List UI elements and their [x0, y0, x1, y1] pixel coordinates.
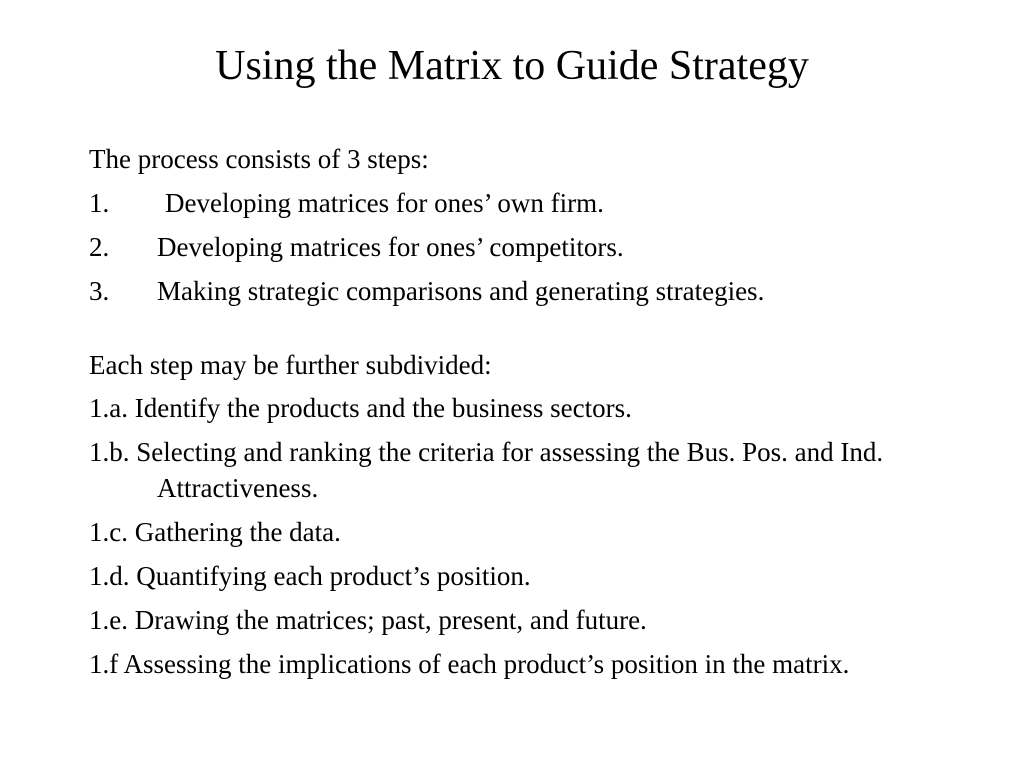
step-number: 1. [89, 188, 110, 218]
step-item [89, 272, 969, 310]
step-text: Making strategic comparisons and generating strategies. [157, 276, 765, 306]
substep-item: 1.b. Selecting and ranking the criteria for assessing the Bus. Pos. and Ind. Attractiveness. [89, 437, 884, 503]
substep-item: 1.c. Gathering the data. [89, 517, 341, 547]
spacer [89, 316, 969, 346]
step-text: Developing matrices for ones’ competitors. [157, 232, 624, 262]
step-item [89, 184, 969, 222]
step-text: Developing matrices for ones’ own firm. [165, 188, 604, 218]
substep-item: 1.a. Identify the products and the business sectors. [89, 393, 632, 423]
substep-item: 1.d. Quantifying each product’s position. [89, 561, 531, 591]
slide-body [89, 140, 969, 690]
step-item [89, 228, 969, 266]
subdivided-intro: Each step may be further subdivided: [89, 350, 492, 380]
slide-title: Using the Matrix to Guide Strategy [215, 43, 809, 89]
step-number: 3. [89, 276, 110, 306]
substep-item: 1.e. Drawing the matrices; past, present, and future. [89, 605, 647, 635]
substep-item: 1.f Assessing the implications of each product’s position in the matrix. [89, 649, 850, 679]
step-number: 2. [89, 232, 110, 262]
intro-text: The process consists of 3 steps: [89, 144, 429, 174]
